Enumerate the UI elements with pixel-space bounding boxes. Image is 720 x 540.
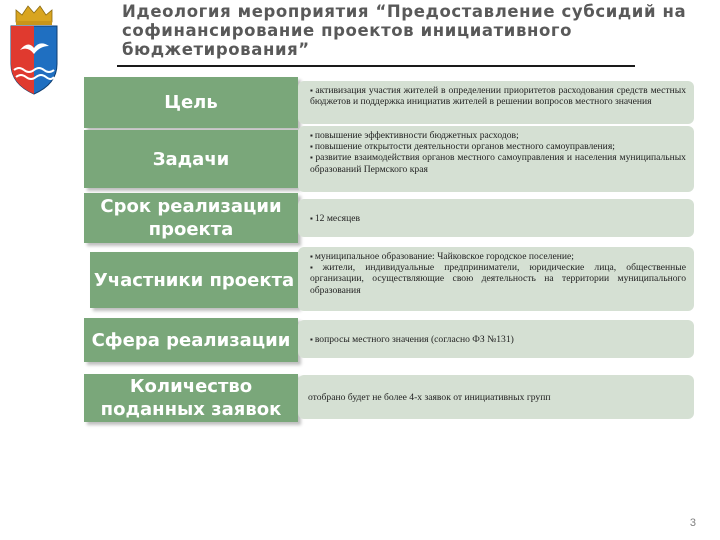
list-item: ▪ вопросы местного значения (согласно ФЗ №131) — [310, 334, 514, 345]
coat-of-arms-emblem — [8, 2, 60, 98]
list-item: ▪ активизация участия жителей в определении приоритетов расходования средств местных бюджетов и поддержка инициатив жителей в решении вопросов местного значения — [310, 85, 686, 107]
list-item: ▪ 12 месяцев — [310, 213, 360, 224]
row-content — [298, 81, 694, 124]
row-content — [298, 247, 694, 311]
row-label: Срок реализации проекта — [84, 193, 298, 243]
title-underline — [117, 65, 635, 67]
row-applications — [84, 374, 694, 422]
row-content — [298, 126, 694, 192]
row-scope — [84, 318, 694, 362]
row-duration — [84, 193, 694, 245]
row-text: отобрано будет не более 4-х заявок от инициативных групп — [308, 391, 551, 403]
row-content — [298, 375, 694, 419]
row-label: Сфера реализации — [84, 318, 298, 362]
row-participants — [84, 252, 694, 312]
row-tasks — [84, 130, 694, 192]
list-item: ▪ жители, индивидуальные предприниматели, юридические лица, общественные организации, осуществляющие свою деятельность на территории муниципального образования — [310, 262, 686, 296]
row-content — [298, 320, 694, 358]
row-goal — [84, 77, 694, 128]
row-label: Участники проекта — [90, 252, 298, 308]
list-item: ▪ повышение эффективности бюджетных расходов; — [310, 130, 686, 141]
row-content — [298, 199, 694, 237]
slide-title: Идеология мероприятия “Предоставление субсидий на софинансирование проектов инициативного бюджетирования” — [122, 2, 687, 59]
list-item: ▪ повышение открытости деятельности органов местного самоуправления; — [310, 141, 686, 152]
list-item: ▪ муниципальное образование: Чайковское городское поселение; — [310, 251, 686, 262]
list-item: ▪ развитие взаимодействия органов местного самоуправления и населения муниципальных образований Пермского края — [310, 152, 686, 174]
page-number: 3 — [689, 517, 696, 529]
row-label: Количество поданных заявок — [84, 374, 298, 422]
row-label: Цель — [84, 77, 298, 128]
row-label: Задачи — [84, 130, 298, 188]
